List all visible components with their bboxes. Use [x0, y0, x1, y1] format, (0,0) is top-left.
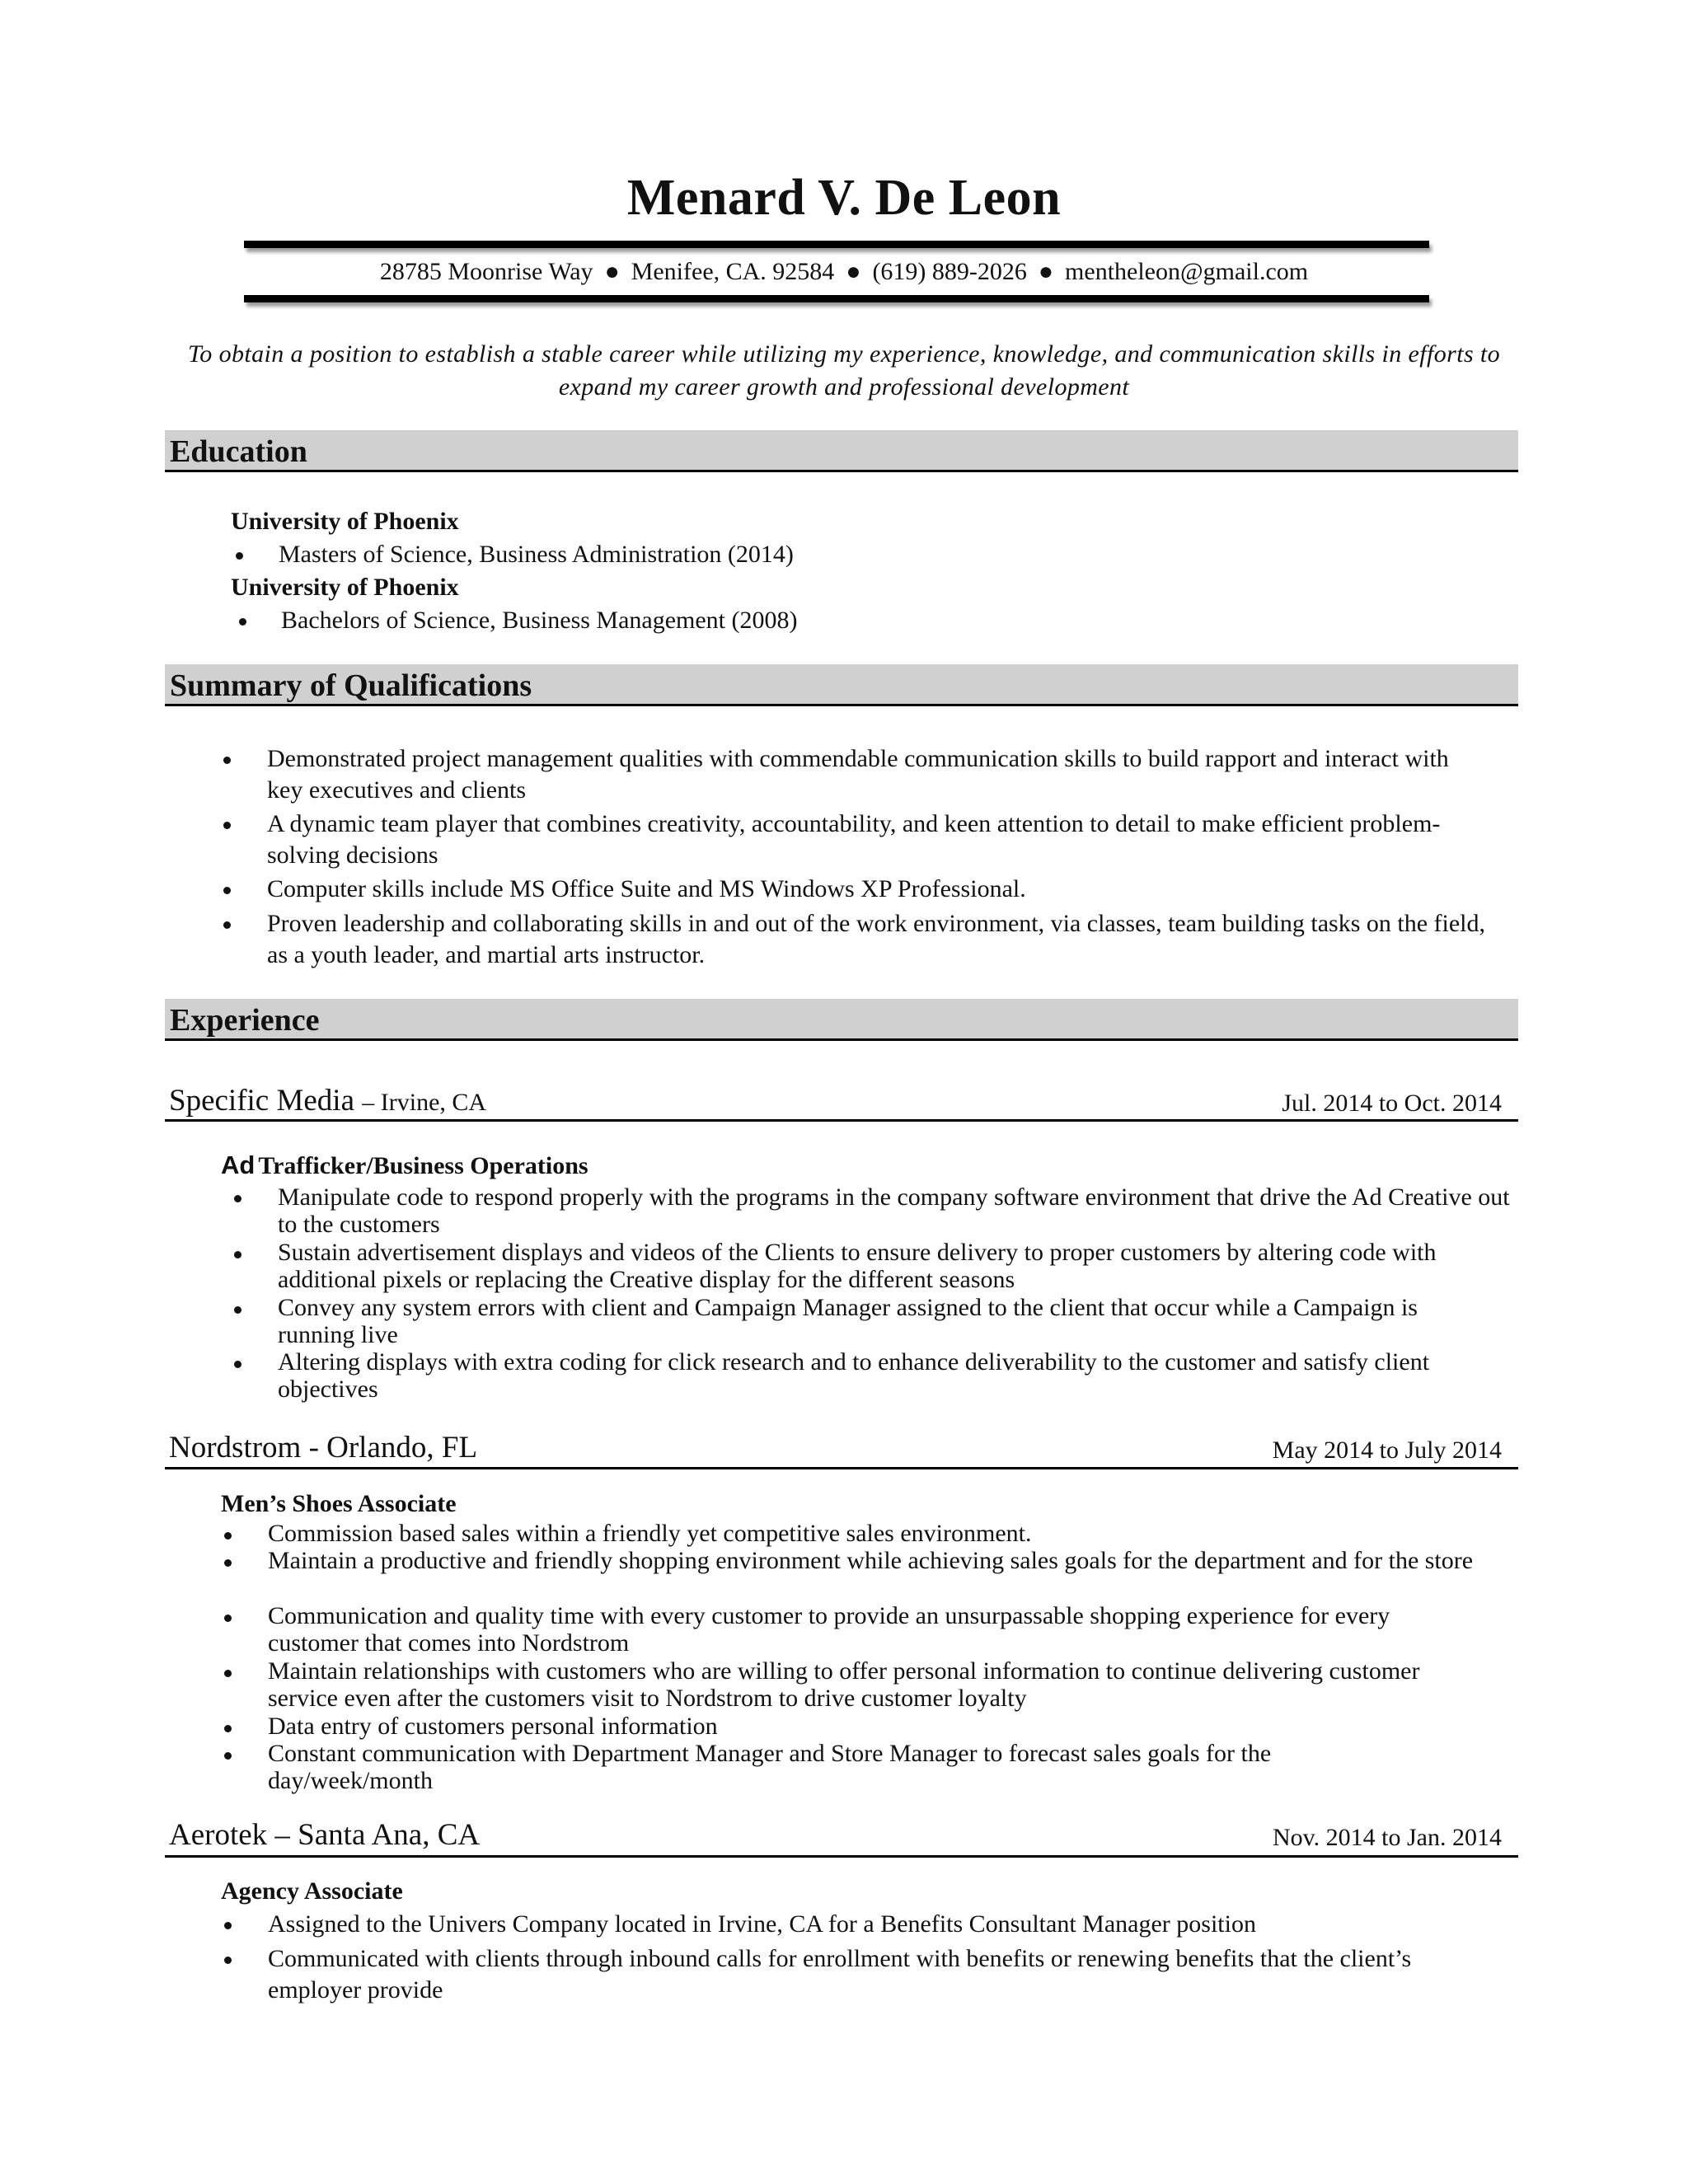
- phone: (619) 889-2026: [872, 258, 1027, 285]
- job-rule: [165, 1855, 1518, 1858]
- bullet-icon: [234, 1251, 241, 1258]
- candidate-name: Menard V. De Leon: [626, 170, 1062, 226]
- bullet-icon: [234, 1361, 241, 1368]
- school-name: University of Phoenix: [231, 508, 459, 535]
- job-bullet: Data entry of customers personal information: [268, 1713, 718, 1740]
- summary-item: A dynamic team player that combines creativity, accountability, and keen attention to detail to make efficient problem-solving decisions: [267, 810, 1441, 869]
- bullet-icon: [224, 1559, 232, 1567]
- bullet-icon: [223, 822, 231, 829]
- job-bullet: Altering displays with extra coding for click research and to enhance deliverability to the customer and satisfy client objectives: [278, 1348, 1430, 1403]
- job-rule: [165, 1119, 1518, 1122]
- separator: ●: [846, 258, 861, 285]
- bullet-icon: [224, 1670, 232, 1677]
- header-rule-bottom: [244, 295, 1429, 302]
- job-bullet: Assigned to the Univers Company located in Irvine, CA for a Benefits Consultant Manager position: [268, 1910, 1256, 1938]
- job-bullet: Communication and quality time with every customer to provide an unsurpassable shopping experience for every customer that comes into Nordstrom: [268, 1602, 1390, 1657]
- objective: To obtain a position to establish a stable career while utilizing my experience, knowledge, and communication skills in efforts to expand my career growth and professional development: [187, 340, 1501, 401]
- job-title: Agency Associate: [221, 1877, 403, 1905]
- section-experience: [165, 999, 1518, 1041]
- job-title: [221, 1151, 588, 1180]
- bullet-icon: [234, 1306, 241, 1314]
- bullet-icon: [224, 1752, 232, 1760]
- job-bullet: Maintain a productive and friendly shopping environment while achieving sales goals for the department and for the store: [268, 1547, 1474, 1574]
- job-title: Men’s Shoes Associate: [221, 1490, 457, 1517]
- job-bullet: Sustain advertisement displays and videos of the Clients to ensure delivery to proper customers by altering code with additional pixels or replacing the Creative display for the different seasons: [278, 1239, 1437, 1293]
- job-header: [169, 1817, 480, 1853]
- degree: Masters of Science, Business Administration (2014): [279, 541, 794, 568]
- section-heading: Experience: [170, 1003, 320, 1038]
- job-header: [169, 1430, 477, 1465]
- section-heading: Education: [170, 434, 307, 469]
- job-rule: [165, 1467, 1518, 1469]
- city: Menifee, CA. 92584: [631, 258, 835, 285]
- separator: ●: [604, 258, 620, 285]
- job-dates: Jul. 2014 to Oct. 2014: [1282, 1090, 1502, 1117]
- company-name: Aerotek – Santa Ana, CA: [169, 1818, 481, 1852]
- job-bullet: Maintain relationships with customers who are willing to offer personal information to continue delivering customer service even after the customers visit to Nordstrom to drive customer loyalty: [268, 1657, 1420, 1712]
- section-summary: [165, 664, 1518, 706]
- separator: ●: [1038, 258, 1054, 285]
- job-title-text: Trafficker/Business Operations: [258, 1152, 588, 1179]
- job-bullet: Communicated with clients through inbound calls for enrollment with benefits or renewing benefits that the client’s employer provide: [268, 1945, 1412, 2004]
- bullet-icon: [223, 757, 231, 764]
- company-name: Specific Media: [169, 1084, 354, 1118]
- section-heading: Summary of Qualifications: [170, 668, 532, 703]
- job-header: [169, 1083, 486, 1118]
- bullet-icon: [224, 1725, 232, 1732]
- job-dates: Nov. 2014 to Jan. 2014: [1272, 1824, 1502, 1851]
- email: mentheleon@gmail.com: [1065, 258, 1309, 285]
- bullet-icon: [224, 1615, 232, 1622]
- summary-item: Demonstrated project management qualities with commendable communication skills to build rapport and interact with key executives and clients: [267, 745, 1449, 804]
- job-title-prefix: Ad: [221, 1151, 256, 1179]
- summary-item: Computer skills include MS Office Suite and MS Windows XP Professional.: [267, 875, 1026, 902]
- summary-item: Proven leadership and collaborating skills in and out of the work environment, via classes, team building tasks on the field, as a youth leader, and martial arts instructor.: [267, 910, 1486, 968]
- bullet-icon: [236, 552, 243, 560]
- job-bullet: Constant communication with Department Manager and Store Manager to forecast sales goals for the day/week/month: [268, 1740, 1272, 1794]
- bullet-icon: [224, 1532, 232, 1540]
- job-bullet: Manipulate code to respond properly with the programs in the company software environment that drive the Ad Creative out to the customers: [278, 1183, 1510, 1238]
- job-bullet: Commission based sales within a friendly yet competitive sales environment.: [268, 1520, 1032, 1547]
- bullet-icon: [224, 1957, 232, 1964]
- address: 28785 Moonrise Way: [379, 258, 593, 285]
- company-location: – Irvine, CA: [362, 1089, 487, 1116]
- contact-line: [0, 258, 1688, 286]
- bullet-icon: [239, 618, 246, 626]
- bullet-icon: [223, 921, 231, 929]
- bullet-icon: [234, 1195, 241, 1202]
- section-education: [165, 430, 1518, 472]
- school-name: University of Phoenix: [231, 574, 459, 601]
- header-rule-top: [244, 241, 1429, 248]
- job-dates: May 2014 to July 2014: [1272, 1436, 1502, 1464]
- degree: Bachelors of Science, Business Management (2008): [281, 607, 798, 634]
- company-name: Nordstrom - Orlando, FL: [169, 1431, 478, 1465]
- bullet-icon: [224, 1922, 232, 1929]
- job-bullet: Convey any system errors with client and Campaign Manager assigned to the client that occur while a Campaign is running live: [278, 1294, 1418, 1348]
- bullet-icon: [223, 887, 231, 894]
